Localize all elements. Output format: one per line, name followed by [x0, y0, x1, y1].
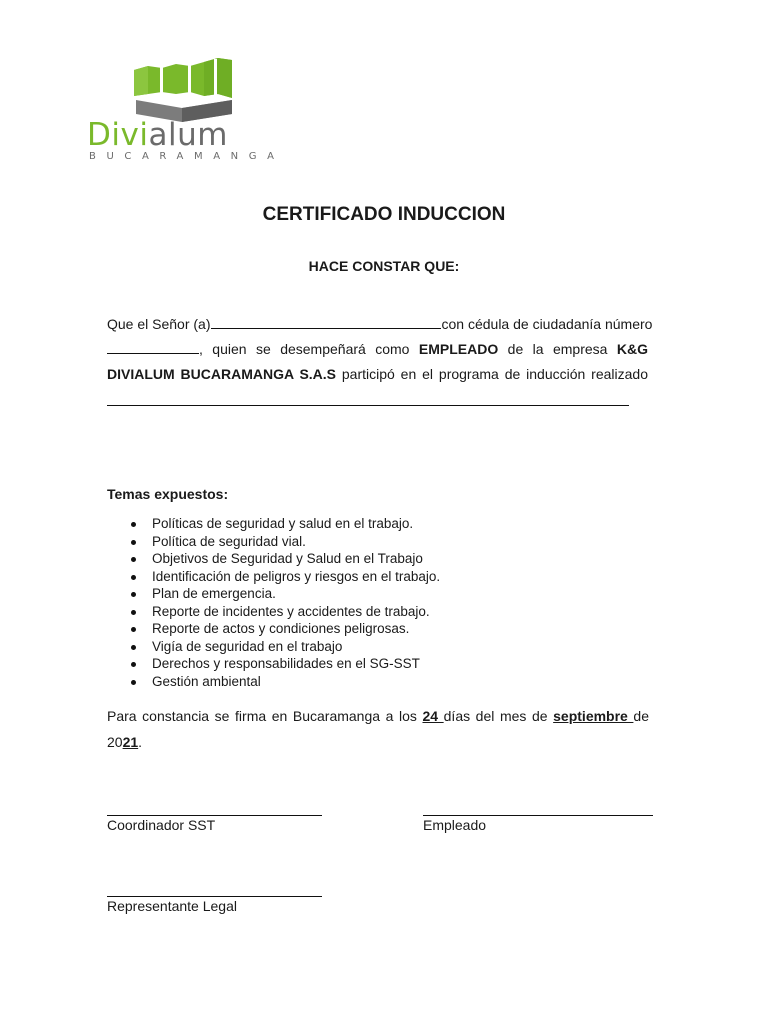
document-title: CERTIFICADO INDUCCION — [262, 204, 506, 225]
logo-mark-icon — [86, 56, 278, 126]
list-item: Reporte de incidentes y accidentes de trabajo. — [107, 603, 440, 621]
name-blank-line — [211, 312, 441, 329]
closing-line-1 — [107, 703, 649, 729]
company-bold-1: K&G — [616, 341, 649, 357]
paragraph-line-1 — [107, 312, 653, 337]
list-item: Derechos y responsabilidades en el SG-SST — [107, 655, 440, 673]
list-item: Reporte de actos y condiciones peligrosas. — [107, 620, 440, 638]
closing-day: 24 — [422, 708, 444, 724]
paragraph-text-2: con cédula de ciudadanía número — [441, 316, 653, 332]
paragraph-text-4: de la empresa — [498, 341, 617, 357]
closing-text-2: días del mes de — [443, 708, 554, 724]
signature-line — [107, 884, 322, 897]
id-number-blank-line — [107, 339, 199, 354]
brand-name-part2: alum — [148, 117, 228, 153]
temas-list — [107, 515, 440, 690]
paragraph-text-5: participó en el programa de inducción realizado — [336, 366, 648, 382]
paragraph-text-3: , quien se desempeñará como — [199, 341, 419, 357]
list-item: Plan de emergencia. — [107, 585, 440, 603]
temas-heading: Temas expuestos: — [107, 486, 229, 502]
closing-year-suffix: 21 — [122, 734, 139, 750]
paragraph-text-1: Que el Señor (a) — [107, 316, 211, 332]
list-item: Objetivos de Seguridad y Salud en el Trabajo — [107, 550, 440, 568]
closing-end: . — [138, 734, 143, 750]
list-item: Políticas de seguridad y salud en el trabajo. — [107, 515, 440, 533]
certificate-paragraph — [107, 312, 653, 406]
signature-line — [423, 803, 653, 816]
document-subtitle: HACE CONSTAR QUE: — [308, 258, 460, 274]
signature-label: Coordinador SST — [107, 817, 216, 833]
brand-name-part1: Divi — [87, 117, 149, 153]
closing-text-3: de — [633, 708, 649, 724]
signature-legal-rep — [107, 884, 322, 914]
signature-label: Representante Legal — [107, 898, 237, 914]
brand-city: BUCARAMANGA — [89, 151, 285, 162]
closing-year-prefix: 20 — [107, 734, 123, 750]
paragraph-line-2 — [107, 337, 648, 362]
list-item: Gestión ambiental — [107, 673, 440, 691]
brand-name — [87, 117, 228, 153]
closing-line-2 — [107, 729, 649, 755]
signature-employee — [423, 803, 653, 833]
closing-month: septiembre — [553, 708, 634, 724]
role-bold: EMPLEADO — [418, 341, 499, 357]
list-item: Política de seguridad vial. — [107, 533, 440, 551]
signature-coordinator — [107, 803, 322, 833]
signature-label: Empleado — [423, 817, 487, 833]
paragraph-line-3 — [107, 362, 648, 387]
company-bold-2: DIVIALUM BUCARAMANGA S.A.S — [107, 366, 337, 382]
list-item: Vigía de seguridad en el trabajo — [107, 638, 440, 656]
closing-text-1: Para constancia se firma en Bucaramanga a los — [107, 708, 423, 724]
date-blank-line — [107, 387, 629, 406]
closing-statement — [107, 703, 649, 755]
list-item: Identificación de peligros y riesgos en el trabajo. — [107, 568, 440, 586]
signature-line — [107, 803, 322, 816]
